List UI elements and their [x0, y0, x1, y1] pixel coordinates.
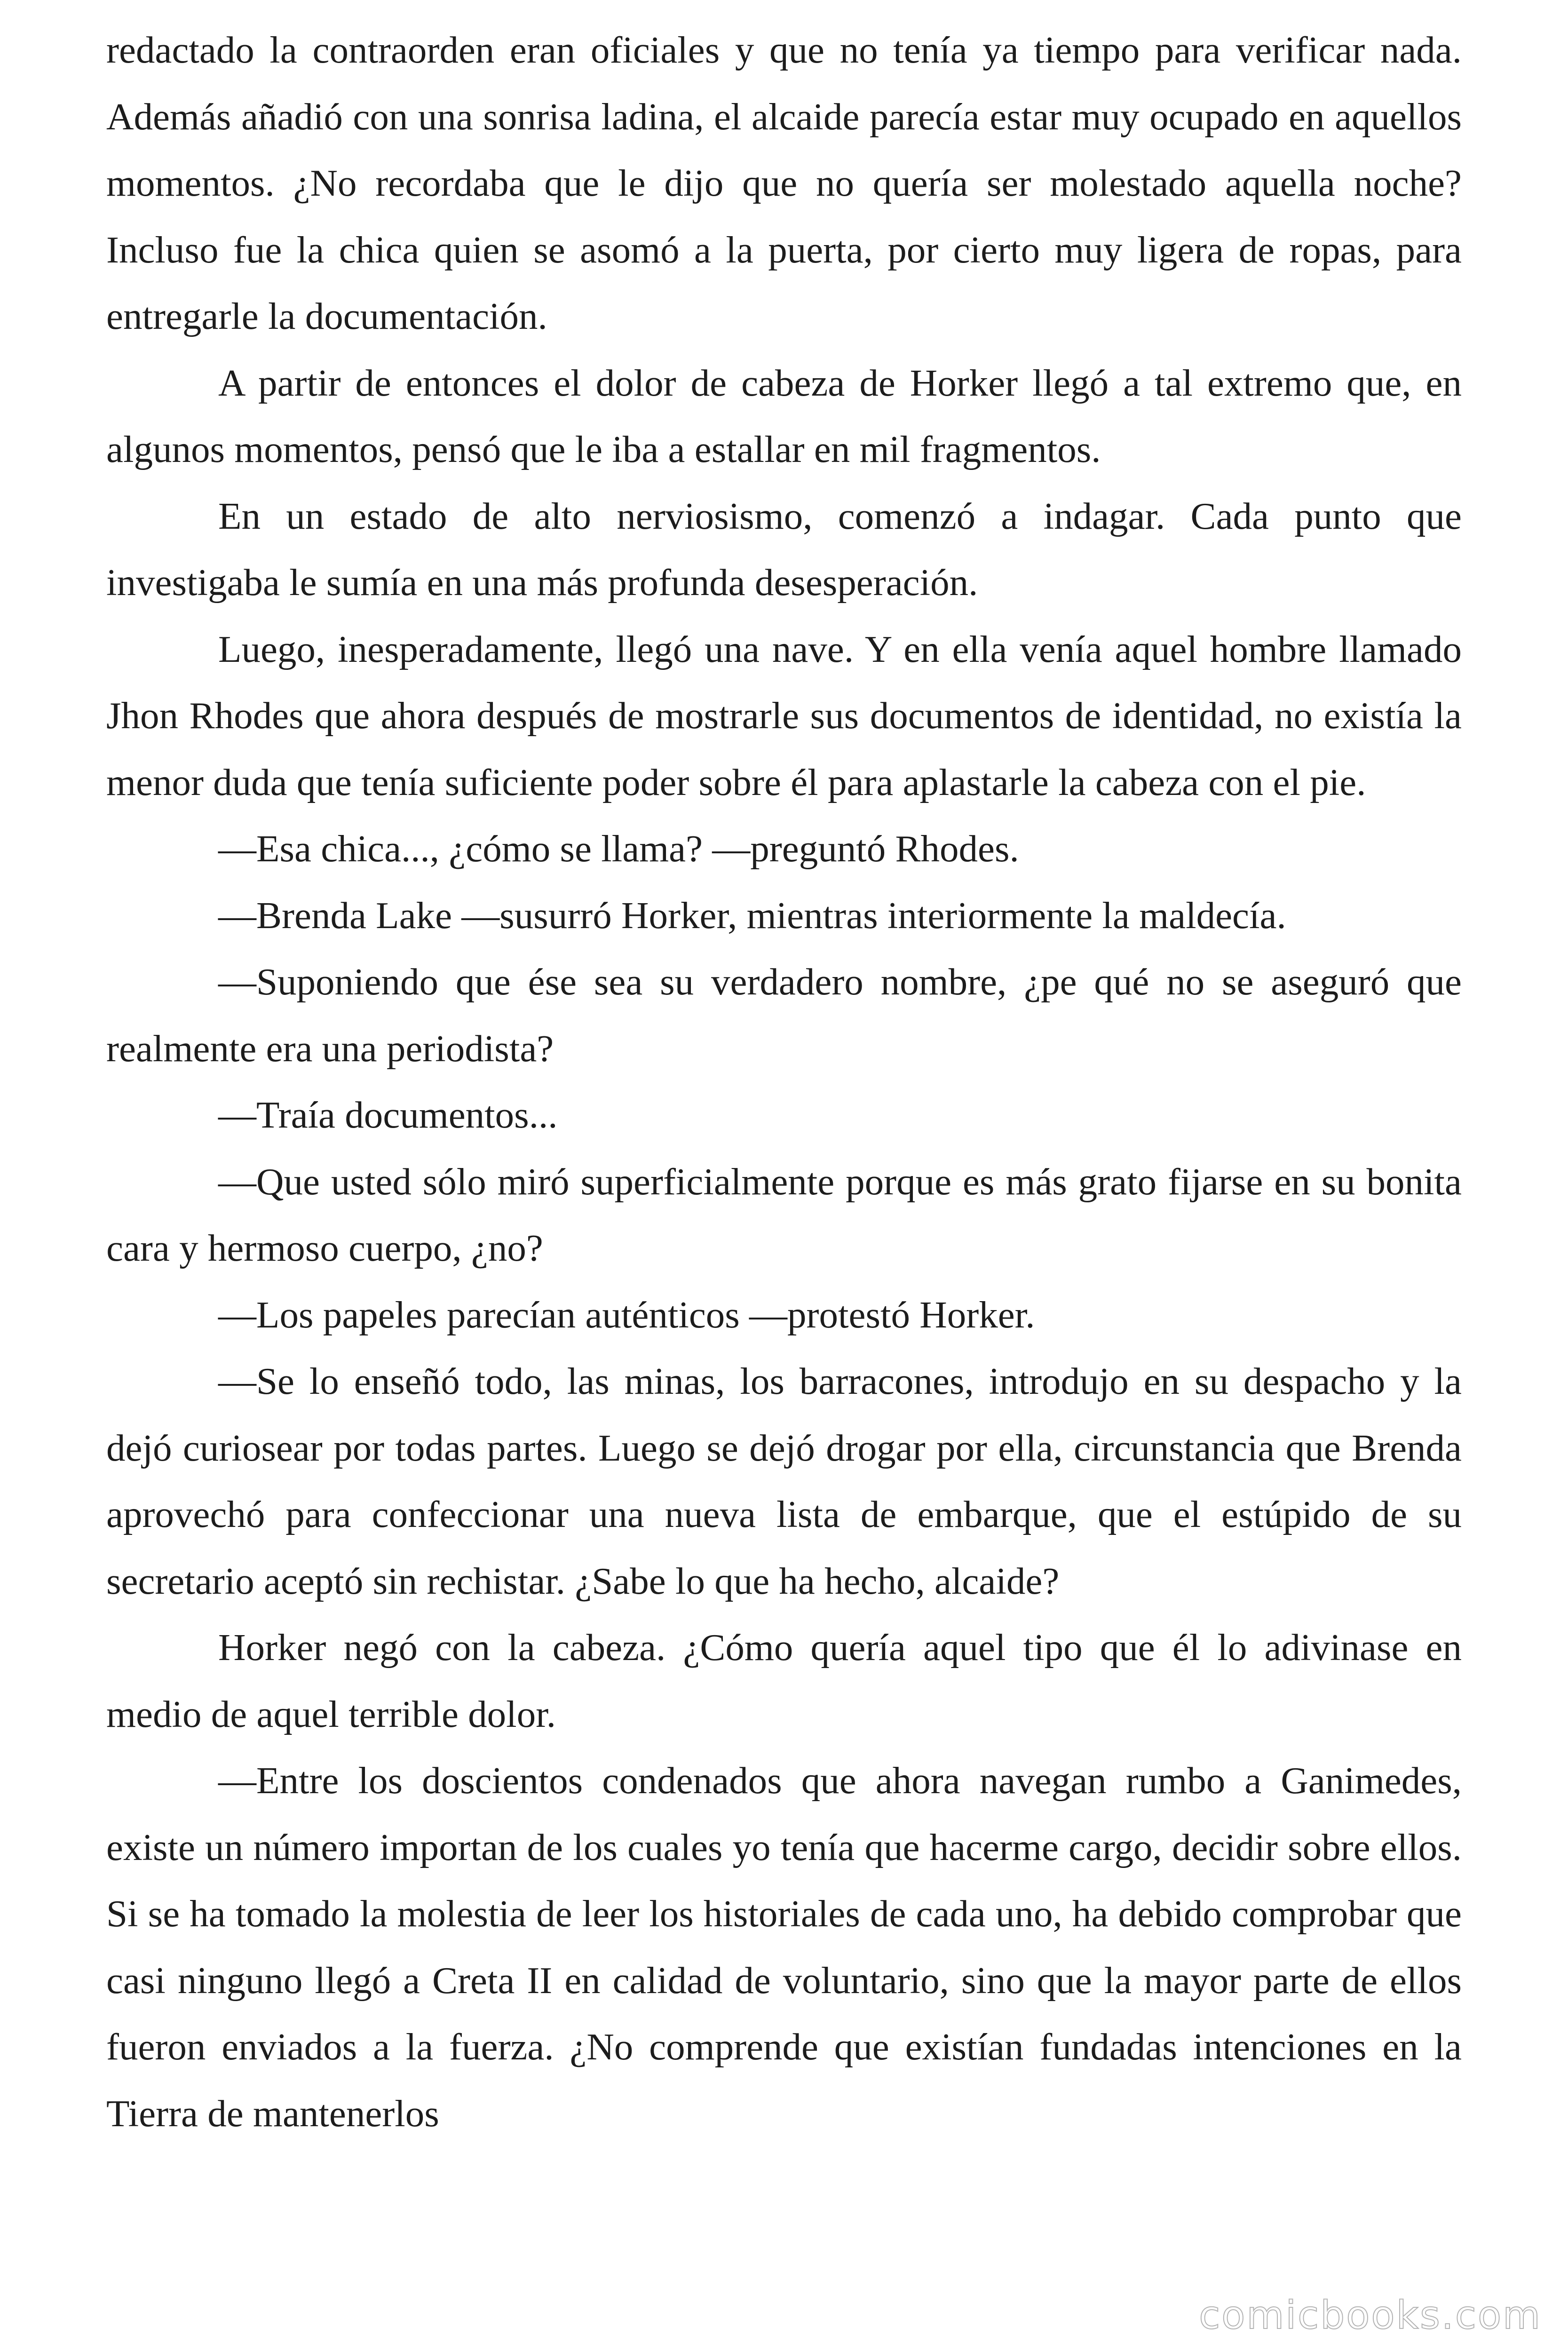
paragraph-6: —Brenda Lake —susurró Horker, mientras interiormente la maldecía. [218, 894, 1286, 937]
paragraph-2: A partir de entonces el dolor de cabeza de Horker llegó a tal extremo que, en algunos momentos, pensó que le iba a estallar en mil fragmentos. [106, 361, 1462, 470]
watermark: comicbooks.com [1199, 2293, 1542, 2338]
paragraph-13: —Entre los doscientos condenados que ahora navegan rumbo a Ganimedes, existe un número importan de los cuales yo tenía que hacerme cargo, decidir sobre ellos. Si se ha tomado la molestia de leer los historiales de cada uno, ha debido comprobar que casi ninguno llegó a Creta II en calidad de voluntario, sino que la mayor parte de ellos fueron enviados a la fuerza. ¿No comprende que existían fundadas intenciones en la Tierra de mantenerlos [106, 1759, 1462, 2135]
paragraph-9: —Que usted sólo miró superficialmente porque es más grato fijarse en su bonita cara y hermoso cuerpo, ¿no? [106, 1160, 1462, 1269]
paragraph-1: redactado la contraorden eran oficiales y que no tenía ya tiempo para verificar nada. Además añadió con una sonrisa ladina, el alcaide parecía estar muy ocupado en aquellos momentos. ¿No recordaba que le dijo que no quería ser molestado aquella noche? Incluso fue la chica quien se asomó a la puerta, por cierto muy ligera de ropas, para entregarle la documentación. [106, 29, 1462, 337]
paragraph-8: —Traía documentos... [218, 1094, 558, 1136]
paragraph-10: —Los papeles parecían auténticos —protestó Horker. [218, 1293, 1035, 1336]
paragraph-11: —Se lo enseñó todo, las minas, los barracones, introdujo en su despacho y la dejó curiosear por todas partes. Luego se dejó drogar por ella, circunstancia que Brenda aprovechó para confeccionar una nueva lista de embarque, que el estúpido de su secretario aceptó sin rechistar. ¿Sabe lo que ha hecho, alcaide? [106, 1360, 1462, 1602]
paragraph-4: Luego, inesperadamente, llegó una nave. Y en ella venía aquel hombre llamado Jhon Rhodes que ahora después de mostrarle sus documentos de identidad, no existía la menor duda que tenía suficiente poder sobre él para aplastarle la cabeza con el pie. [106, 628, 1462, 803]
book-page-text [106, 17, 1462, 2147]
paragraph-5: —Esa chica..., ¿cómo se llama? —preguntó Rhodes. [218, 827, 1019, 870]
paragraph-7: —Suponiendo que ése sea su verdadero nombre, ¿pe qué no se aseguró que realmente era una periodista? [106, 961, 1462, 1070]
paragraph-3: En un estado de alto nerviosismo, comenzó a indagar. Cada punto que investigaba le sumía en una más profunda desesperación. [106, 494, 1462, 604]
paragraph-12: Horker negó con la cabeza. ¿Cómo quería aquel tipo que él lo adivinase en medio de aquel terrible dolor. [106, 1626, 1462, 1735]
